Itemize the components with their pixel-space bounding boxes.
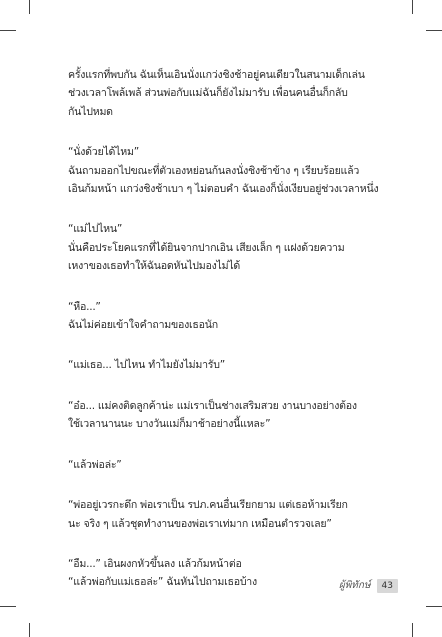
text-line: นั่นคือประโยคแรกที่ได้ยินจากปากเอิน เสียงเล็ก ๆ แฝงด้วยความ	[68, 241, 345, 254]
paragraph	[68, 356, 398, 374]
text-line: กันไปหมด	[68, 105, 113, 118]
text-line: “พ่ออยู่เวรกะดึก พ่อเราเป็น รปภ.คนอื่นเรียกยาม แต่เธอห้ามเรียก	[68, 499, 348, 512]
text-line: ครั้งแรกที่พบกัน ฉันเห็นเอินนั่งแกว่งชิงช้าอยู่คนเดียวในสนามเด็กเล่น	[68, 69, 365, 81]
text-line: “หือ...”	[68, 300, 101, 313]
crop-mark	[412, 623, 413, 637]
paragraph	[68, 143, 398, 198]
crop-mark	[29, 0, 30, 14]
text-line: ฉันถามออกไปขณะที่ตัวเองหย่อนก้นลงนั่งชิงช้าข้าง ๆ เรียบร้อยแล้ว	[68, 164, 360, 177]
text-line: เหงาของเธอทำให้ฉันอดหันไปมองไม่ได้	[68, 260, 241, 273]
body-text	[68, 66, 398, 614]
paragraph	[68, 496, 398, 533]
page-number: 43	[377, 579, 398, 593]
crop-mark	[426, 606, 442, 607]
crop-mark	[412, 0, 413, 14]
text-line: ช่วงเวลาโพล้เพล้ ส่วนพ่อกับแม่ฉันก็ยังไม่มารับ เพื่อนคนอื่นก็กลับ	[68, 87, 348, 100]
text-line: “แล้วพ่อกับแม่เธอล่ะ” ฉันหันไปถามเธอบ้าง	[68, 576, 257, 589]
paragraph	[68, 298, 398, 335]
running-title: ผู้พิทักษ์	[338, 580, 371, 591]
text-line: “แล้วพ่อล่ะ”	[68, 458, 122, 471]
crop-mark	[0, 30, 16, 31]
crop-mark	[29, 623, 30, 637]
text-line: เอินก้มหน้า แกว่งชิงช้าเบา ๆ ไม่ตอบคำ ฉันเองก็นั่งเงียบอยู่ช่วงเวลาหนึ่ง	[68, 183, 379, 196]
paragraph	[68, 397, 398, 434]
text-line: ใช้เวลานานนะ บางวันแม่ก็มาช้าอย่างนี้แหละ”	[68, 418, 271, 431]
page-footer	[339, 578, 398, 593]
text-line: “นั่งด้วยได้ไหม”	[68, 146, 139, 159]
paragraph	[68, 456, 398, 474]
text-line: ฉันไม่ค่อยเข้าใจคำถามของเธอนัก	[68, 319, 218, 332]
text-line: “แม่ไปไหน”	[68, 223, 123, 236]
text-line: “แม่เธอ... ไปไหน ทำไมยังไม่มารับ”	[68, 359, 225, 372]
crop-mark	[0, 606, 16, 607]
crop-mark	[426, 30, 442, 31]
paragraph	[68, 220, 398, 275]
text-line: นะ จริง ๆ แล้วชุดทำงานของพ่อเราเท่มาก เหมือนตำรวจเลย”	[68, 517, 332, 530]
text-line: “อ๋อ... แม่คงติดลูกค้าน่ะ แม่เราเป็นช่างเสริมสวย งานบางอย่างต้อง	[68, 399, 357, 412]
paragraph	[68, 66, 398, 121]
text-line: “อืม...” เอินผงกหัวขึ้นลง แล้วก้มหน้าต่อ	[68, 557, 242, 570]
